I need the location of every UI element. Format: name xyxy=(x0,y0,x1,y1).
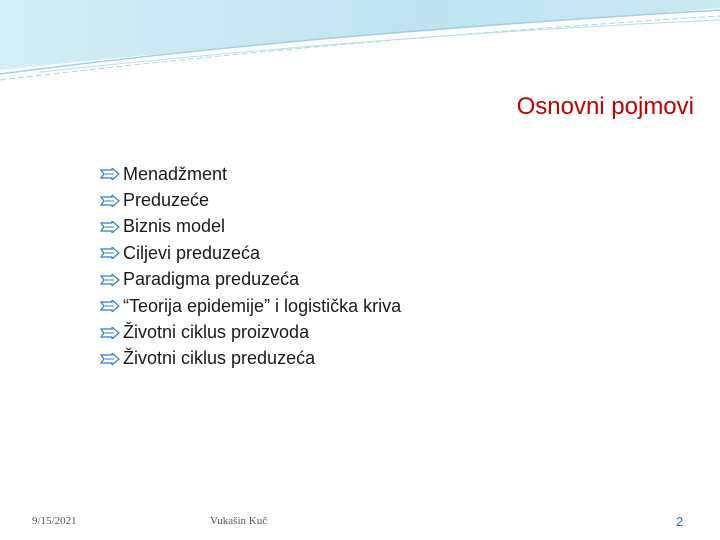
bullet-text: Životni ciklus proizvoda xyxy=(123,322,310,343)
bullet-item xyxy=(100,267,401,293)
bullet-item xyxy=(100,293,401,319)
ribbon-arrow-icon xyxy=(100,274,120,286)
footer-date: 9/15/2021 xyxy=(32,515,77,527)
page-number: 2 xyxy=(676,514,684,529)
ribbon-arrow-icon xyxy=(100,195,120,207)
bullet-item xyxy=(100,187,401,213)
ribbon-arrow-icon xyxy=(100,353,120,365)
ribbon-arrow-icon xyxy=(100,327,120,339)
bullet-text: Biznis model xyxy=(123,216,226,237)
bullet-text: Preduzeće xyxy=(123,190,210,211)
bullet-text: Ciljevi preduzeća xyxy=(123,242,261,263)
bullet-text: Paradigma preduzeća xyxy=(123,269,300,290)
footer-author: Vukašin Kuč xyxy=(210,515,268,527)
bullet-list xyxy=(100,161,401,372)
ribbon-arrow-icon xyxy=(100,221,120,233)
bullet-text: Životni ciklus preduzeća xyxy=(123,348,316,369)
ribbon-arrow-icon xyxy=(100,247,120,259)
bullet-item xyxy=(100,214,401,240)
bullet-item xyxy=(100,240,401,266)
ribbon-arrow-icon xyxy=(100,300,120,312)
bullet-text: Menadžment xyxy=(123,163,228,184)
bullet-text: “Teorija epidemije” i logistička kriva xyxy=(123,295,402,316)
slide-title: Osnovni pojmovi xyxy=(516,93,694,120)
bullet-item xyxy=(100,319,401,345)
bullet-item xyxy=(100,346,401,372)
header-wave-decoration xyxy=(0,0,720,90)
ribbon-arrow-icon xyxy=(100,168,120,180)
bullet-item xyxy=(100,161,401,187)
